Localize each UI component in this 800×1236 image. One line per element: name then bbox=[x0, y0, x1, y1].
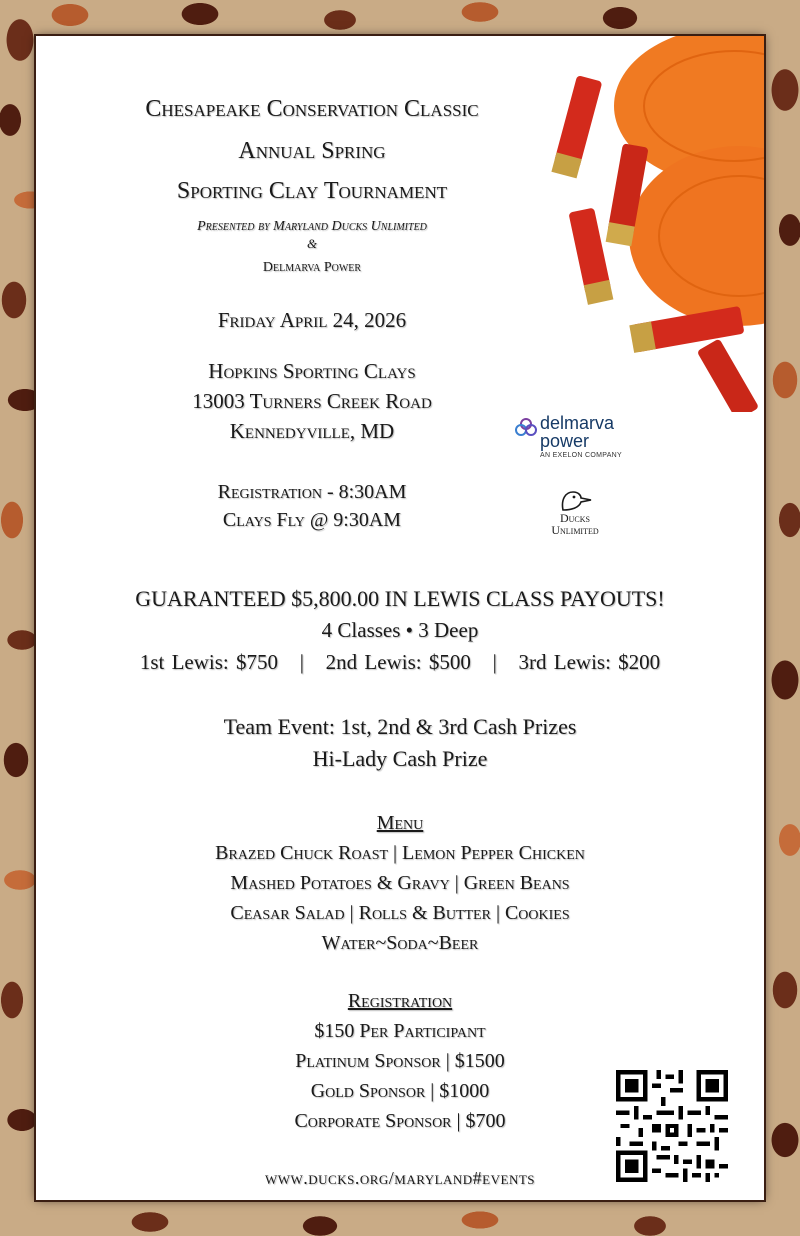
qr-code[interactable] bbox=[616, 1070, 728, 1182]
delmarva-flower-icon bbox=[514, 416, 538, 440]
event-title: Chesapeake Conservation Classic bbox=[145, 96, 479, 122]
menu-line: Mashed Potatoes & Gravy | Green Beans bbox=[230, 872, 570, 894]
lewis-payouts: 1st Lewis: $750 | 2nd Lewis: $500 | 3rd Lewis: $200 bbox=[139, 650, 661, 674]
payout-headline: GUARANTEED $5,800.00 IN LEWIS CLASS PAYOUTS! bbox=[135, 586, 665, 611]
event-subtitle: Annual Spring bbox=[238, 138, 386, 164]
ducks-unlimited-logo bbox=[530, 486, 620, 542]
venue-address: 13003 Turners Creek Road bbox=[192, 389, 432, 413]
schedule-block bbox=[36, 478, 588, 534]
registration-time: Registration - 8:30AM bbox=[217, 481, 407, 503]
menu-line: Water~Soda~Beer bbox=[321, 932, 479, 954]
venue-city: Kennedyville, MD bbox=[229, 419, 395, 443]
menu-line: Brazed Chuck Roast | Lemon Pepper Chicken bbox=[215, 842, 585, 864]
gold-sponsor: Gold Sponsor | $1000 bbox=[310, 1080, 490, 1102]
duck-head-icon bbox=[555, 486, 595, 512]
clays-time: Clays Fly @ 9:30AM bbox=[222, 509, 402, 531]
venue-name: Hopkins Sporting Clays bbox=[208, 359, 416, 383]
events-url[interactable]: www.ducks.org/maryland#events bbox=[264, 1168, 536, 1188]
delmarva-tagline: AN EXELON COMPANY bbox=[540, 452, 622, 459]
delmarva-power-logo bbox=[514, 412, 644, 468]
classes-info: 4 Classes • 3 Deep bbox=[321, 618, 479, 642]
co-presenter: Delmarva Power bbox=[262, 260, 362, 275]
platinum-sponsor: Platinum Sponsor | $1500 bbox=[295, 1050, 505, 1072]
menu-line: Ceasar Salad | Rolls & Butter | Cookies bbox=[230, 902, 570, 924]
registration-heading: Registration bbox=[347, 990, 453, 1012]
event-name: Sporting Clay Tournament bbox=[176, 178, 448, 204]
presented-by: Presented by Maryland Ducks Unlimited bbox=[197, 219, 427, 234]
ducks-unlimited-wordmark: Ducks Unlimited bbox=[551, 511, 599, 537]
team-event: Team Event: 1st, 2nd & 3rd Cash Prizes bbox=[223, 714, 577, 739]
flyer-content bbox=[36, 36, 764, 1200]
event-date: Friday April 24, 2026 bbox=[217, 308, 407, 332]
corporate-sponsor: Corporate Sponsor | $700 bbox=[294, 1110, 506, 1132]
presenters-ampersand: & bbox=[306, 236, 318, 251]
hi-lady-prize: Hi-Lady Cash Prize bbox=[312, 746, 488, 771]
menu-heading: Menu bbox=[376, 812, 424, 834]
participant-fee: $150 Per Participant bbox=[314, 1020, 486, 1042]
venue-block bbox=[36, 356, 588, 446]
delmarva-wordmark: delmarva power bbox=[540, 413, 615, 451]
